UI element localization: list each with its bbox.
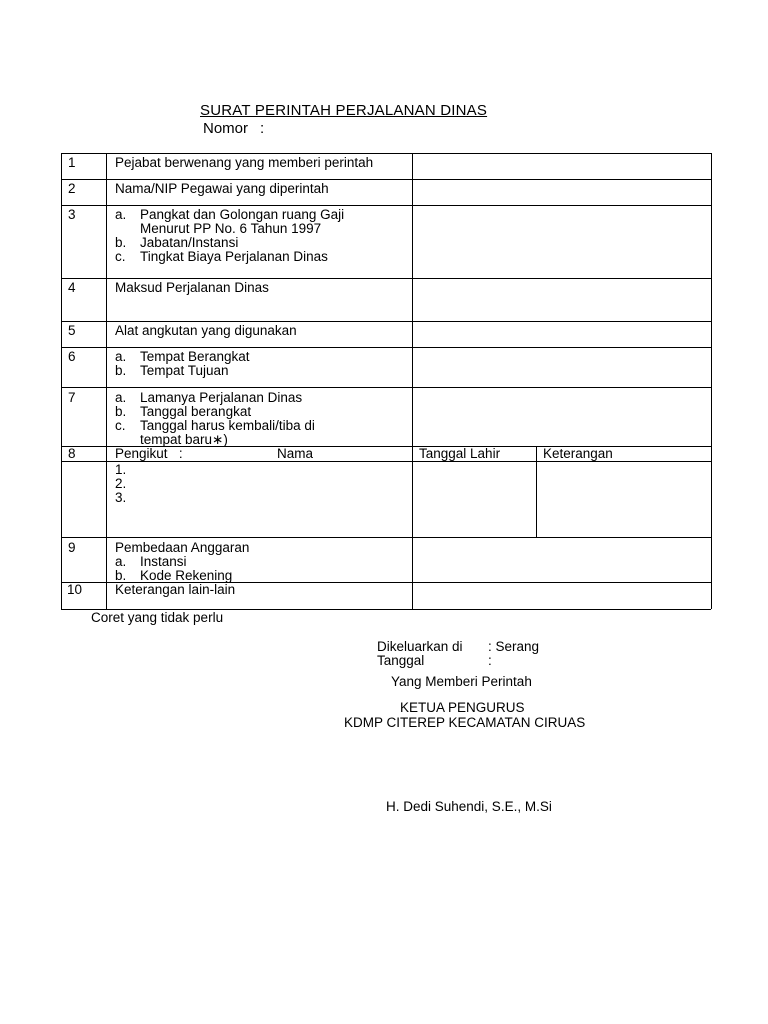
row-divider-8-header: [61, 461, 711, 462]
row-divider-4: [61, 321, 711, 322]
row-number: 9: [68, 540, 76, 555]
row-number: 10: [67, 582, 83, 597]
list-item: c. Tanggal harus kembali/tiba di: [115, 418, 315, 433]
pengikut-label: Pengikut :: [115, 446, 183, 461]
list-item: tempat baru∗): [140, 432, 228, 447]
tanggal-label: Tanggal: [377, 653, 425, 668]
dikeluarkan-value: : Serang: [488, 639, 540, 654]
footnote: Coret yang tidak perlu: [91, 610, 224, 625]
list-item: b. Kode Rekening: [115, 568, 233, 583]
row-divider-6: [61, 387, 711, 388]
row-divider-3: [61, 278, 711, 279]
list-item: a. Tempat Berangkat: [115, 349, 250, 364]
list-item: 1.: [115, 462, 127, 477]
row-number: 5: [68, 323, 76, 338]
nomor-label: Nomor: [203, 120, 249, 137]
row-label: Nama/NIP Pegawai yang diperintah: [115, 181, 329, 196]
list-item: b. Tempat Tujuan: [115, 363, 229, 378]
row-7-items: [115, 391, 315, 447]
signer-organization: KDMP CITEREP KECAMATAN CIRUAS: [344, 715, 586, 730]
keterangan-header: Keterangan: [543, 446, 613, 461]
yang-memberi-perintah: Yang Memberi Perintah: [391, 674, 532, 689]
table-border-left: [61, 153, 62, 609]
col-divider-number: [106, 153, 107, 609]
row-9-items: [115, 541, 249, 583]
table-border-top: [61, 153, 711, 154]
list-item: 3.: [115, 490, 127, 505]
row-number: 7: [68, 390, 76, 405]
list-item: a. Pangkat dan Golongan ruang Gaji: [115, 207, 345, 222]
row-label: Alat angkutan yang digunakan: [115, 323, 297, 338]
table-border-right: [711, 153, 712, 609]
row-divider-8: [61, 537, 711, 538]
row-6-items: [115, 350, 250, 378]
row-number: 3: [68, 207, 76, 222]
row-number: 2: [68, 181, 76, 196]
signer-name: H. Dedi Suhendi, S.E., M.Si: [386, 799, 552, 814]
row-label: Pejabat berwenang yang memberi perintah: [115, 155, 374, 170]
signer-position: KETUA PENGURUS: [400, 700, 525, 715]
nomor-line: [203, 120, 264, 137]
col-divider-keterangan: [536, 446, 537, 537]
list-item: a. Instansi: [115, 554, 187, 569]
list-item: b. Jabatan/Instansi: [115, 235, 239, 250]
list-item: 2.: [115, 476, 127, 491]
row-divider-2: [61, 205, 711, 206]
row-label: Keterangan lain-lain: [115, 582, 236, 597]
row-3-items: [115, 208, 344, 264]
pengikut-list: [115, 463, 126, 505]
list-item: a. Lamanya Perjalanan Dinas: [115, 390, 303, 405]
list-item: Menurut PP No. 6 Tahun 1997: [140, 221, 322, 236]
tanggal-value: :: [488, 653, 492, 668]
document-title: SURAT PERINTAH PERJALANAN DINAS: [200, 102, 488, 119]
row-label: Pembedaan Anggaran: [115, 540, 250, 555]
col-divider-value-upper: [412, 153, 413, 446]
row-label: Maksud Perjalanan Dinas: [115, 280, 269, 295]
nomor-colon: :: [260, 120, 265, 137]
col-divider-value-lower: [412, 446, 413, 609]
row-divider-1: [61, 179, 711, 180]
row-divider-5: [61, 347, 711, 348]
list-item: b. Tanggal berangkat: [115, 404, 252, 419]
row-number: 4: [68, 280, 76, 295]
row-number: 1: [68, 155, 76, 170]
tanggal-lahir-header: Tanggal Lahir: [419, 446, 501, 461]
row-number: 6: [68, 349, 76, 364]
dikeluarkan-label: Dikeluarkan di: [377, 639, 463, 654]
row-number: 8: [68, 446, 76, 461]
nama-header: Nama: [277, 446, 314, 461]
list-item: c. Tingkat Biaya Perjalanan Dinas: [115, 249, 328, 264]
